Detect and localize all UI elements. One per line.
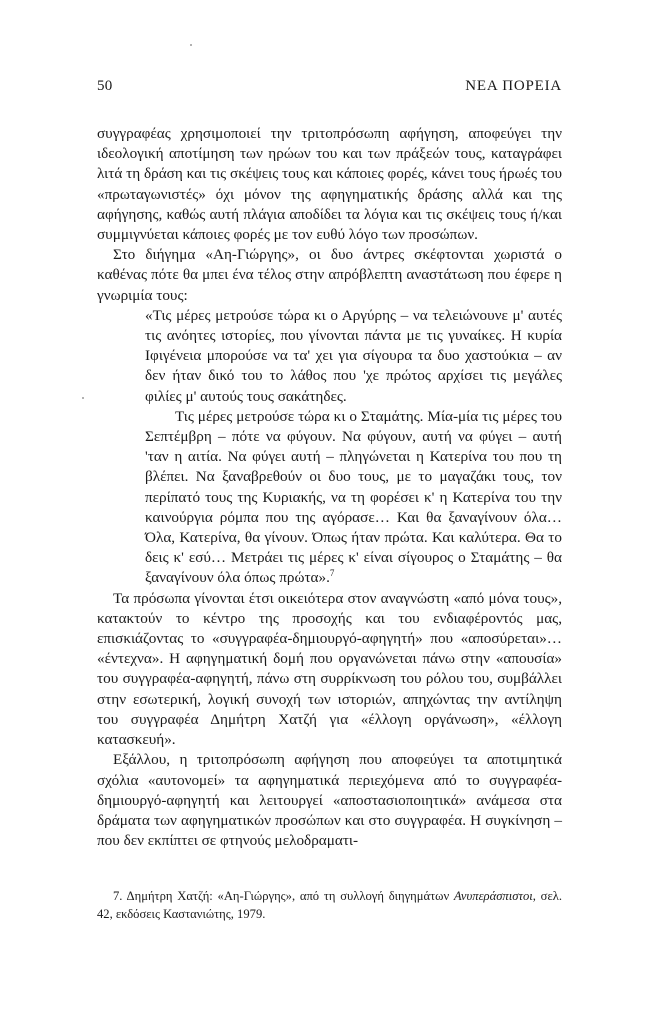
body-text	[97, 124, 562, 851]
paragraph-1: συγγραφέας χρησιμοποιεί την τριτοπρόσωπη αφήγηση, αποφεύγει την ιδεολογική αποτίμηση των ηρώων του και των πράξεών τους, καταγράφει λιτά τη δράση και τις σκέψεις τους και κάποιες φορές, κάνει τους ήρωές του «πρωταγωνιστές» όχι μόνον της αφηγηματικής δράσης αλλά και της αφήγησης, καθώς αυτή πλάγια αποδίδει τα λόγια και τις σκέψεις τους ή/και συμμιγνύεται κάποιες φορές με τον ευθύ λόγο των προσώπων.	[97, 125, 562, 244]
paragraph-4: Εξάλλου, η τριτοπρόσωπη αφήγηση που αποφεύγει τα αποτιμητικά σχόλια «αυτονομεί» τα αφηγηματικά περιεχόμενα από το συγγραφέα-δημιουργό-αφηγητή και λειτουργεί «αποστασιοποιητικά» ανάμεσα στα δράματα των αφηγηματικών προσώπων και στο συγγραφέα. Η συγκίνηση – που δεν εκπίπτει σε φτηνούς μελοδραματι-	[97, 751, 562, 850]
footnote-text-after: , σελ. 42, εκδόσεις Καστανιώτης, 1979.	[97, 889, 562, 921]
footnote	[97, 887, 562, 923]
footnote-text-before: 7. Δημήτρη Χατζή: «Αη-Γιώργης», από τη συλλογή διηγημάτων	[113, 889, 454, 903]
paragraph-3: Τα πρόσωπα γίνονται έτσι οικειότερα στον αναγνώστη «από μόνα τους», κατακτούν το κέντρο της προσοχής και του ενδιαφέροντός μας, επισκιάζοντας το «συγγραφέα-δημιουργό-αφηγητή» που «αποσύρεται»… «έντεχνα». Η αφηγηματική δομή που οργανώνεται πάνω στην «απουσία» του συγγραφέα-αφηγητή, πάνω στη συρρίκνωση του ρόλου του, συμβάλλει στην εσωτερική, λογική συνοχή των ιστοριών, απηχώντας την αντίληψη του συγγραφέα Δημήτρη Χατζή για «έλλογη οργάνωση», «έλλογη κατασκευή».	[97, 589, 562, 749]
footnote-reference: 7	[329, 568, 335, 579]
quote-paragraph-2	[145, 407, 562, 589]
paragraph-2: Στο διήγημα «Αη-Γιώργης», οι δυο άντρες σκέφτονται χωριστά ο καθένας πότε θα μπει ένα τέλος στην απρόβλεπτη αναστάτωση που έφερε η γνωριμία τους:	[97, 246, 562, 304]
quote-paragraph-2-text: Τις μέρες μετρούσε τώρα κι ο Σταμάτης. Μία-μία τις μέρες του Σεπτέμβρη – πότε να φύγουν. Να φύγουν, αυτή να φύγει – αυτή 'ταν η αιτία. Να φύγει αυτή – πληγώνεται η Κατερίνα του που τη βλέπει. Να ξαναβρεθούν οι δυο τους, με το μαγαζάκι τους, τον περίπατό τους της Κυριακής, να τη φορέσει κ' η Κατερίνα του την καινούργια ρόμπα που της αγόρασε… Και θα ξαναγίνουν όλα… Όλα, Κατερίνα, θα γίνουν. Όπως ήταν πρώτα. Και καλύτερα. Θα το δεις κ' εσύ… Μετράει τις μέρες κ' είναι σίγουρος ο Σταμάτης – θα ξαναγίνουν όλα όπως πρώτα».	[145, 407, 562, 587]
scan-speck	[82, 397, 84, 399]
running-head	[97, 78, 562, 98]
scan-speck	[190, 44, 192, 46]
journal-title: ΝΕΑ ΠΟΡΕΙΑ	[465, 78, 562, 94]
footnote-7	[97, 887, 562, 923]
quote-paragraph-1: «Τις μέρες μετρούσε τώρα κι ο Αργύρης – να τελειώνουνε μ' αυτές τις ανόητες ιστορίες, που γίνονται πάντα με τις γυναίκες. Η κυρία Ιφιγένεια μπορούσε να τα' χει για σίγουρα τα δυο χαστούκια – αν δεν ήταν δικό του το λάθος που 'χε πρώτος αρχίσει τις μεγάλες φιλίες μ' αυτούς τους σακάτηδες.	[145, 306, 562, 405]
block-quote	[145, 306, 562, 589]
page-number: 50	[97, 78, 113, 94]
footnote-book-title: Ανυπεράσπιστοι	[453, 889, 533, 903]
